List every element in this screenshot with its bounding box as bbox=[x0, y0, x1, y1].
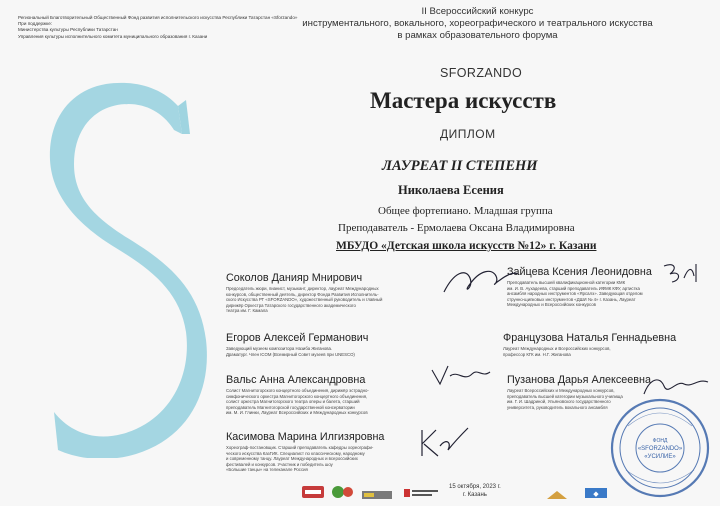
big-s-logo bbox=[40, 78, 210, 458]
juror-name: Касимова Марина Илгизяровна bbox=[226, 431, 385, 443]
partner-logo-1-icon bbox=[302, 484, 324, 505]
organizer-line: Управления культуры исполнительного комитета муниципального образования г. Казани bbox=[18, 33, 208, 39]
signature-zaitseva bbox=[660, 258, 710, 288]
partner-logo-4-icon bbox=[404, 486, 440, 505]
signature-kasimova bbox=[416, 422, 476, 462]
partner-logo-5-icon bbox=[545, 488, 569, 506]
nomination: Общее фортепиано. Младшая группа bbox=[378, 205, 553, 217]
juror-name: Егоров Алексей Германович bbox=[226, 332, 369, 344]
award-degree: ЛАУРЕАТ II СТЕПЕНИ bbox=[382, 158, 538, 174]
juror bbox=[503, 332, 713, 357]
contest-line: в рамках образовательного форума bbox=[397, 30, 558, 41]
juror-desc: Хореограф-постановщик. Старший преподаватель кафедры хореографи- ческого искусства КазГИК. Специалист по классическому, народному и современному танцу. Лауреат Международных и всероссийских фестивалей и конкурсов. Участник и победитель шоу «Большие танцы» на телеканале Россия bbox=[226, 445, 374, 473]
juror-desc: Лауреат Международных и Всероссийских конкурсов, профессор КГК им. Н.Г. Жиганова bbox=[503, 346, 611, 357]
organizer-line: Региональный Благотворительный Общественный Фонд развития исполнительского искусства Республики Татарстан «Sforzando» bbox=[18, 15, 298, 20]
organizer-line: При поддержке: bbox=[18, 21, 53, 27]
svg-text:«УСИЛИЕ»: «УСИЛИЕ» bbox=[644, 454, 676, 460]
school-name: МБУДО «Детская школа искусств №12» г. Казани bbox=[336, 240, 597, 252]
document-type: ДИПЛОМ bbox=[440, 127, 496, 141]
contest-line: II Всероссийский конкурс bbox=[421, 6, 534, 17]
juror bbox=[226, 272, 456, 314]
organization-seal bbox=[608, 396, 712, 500]
signature-vals bbox=[428, 360, 498, 390]
footer-date: 15 октября, 2023 г. г. Казань bbox=[449, 484, 501, 498]
juror-name: Зайцева Ксения Леонидовна bbox=[507, 266, 652, 278]
juror-name: Вальс Анна Александровна bbox=[226, 374, 366, 386]
organizer-line: Министерства культуры Республики Татарстан bbox=[18, 27, 118, 33]
juror-desc: Заведующий музеем композитора Назиба Жиганова. Драматург. Член ICOM (Всемирный Совет музеев при UNESCO) bbox=[226, 346, 355, 357]
partner-logo-2-icon bbox=[330, 484, 354, 505]
juror-desc: Председатель жюри, пианист, музыкант, директор, лауреат Международных конкурсов, общественный деятель, директор Фонда Развития Исполнитель- ского Искусства РТ «SFORZANDO», художественный руководитель и главный дирижёр Оркестра Татарского государственного академического театра им. Г. Камала bbox=[226, 286, 383, 314]
juror-desc: Лауреат Всероссийских и Международных конкурсов, преподаватель высшей категории музыкального училища им. Г. И. Шадриной, Ульяновского государственного университета, руководитель вокального ансамбля bbox=[507, 388, 623, 410]
signature-sokolov bbox=[440, 262, 520, 300]
brand-name: SFORZANDO bbox=[440, 66, 523, 80]
partner-logo-3-icon bbox=[362, 488, 392, 506]
juror-desc: Преподаватель высшей квалификационной категории КМК им. И. В. Аухадеева, старший преподаватель ИФМК КФУ, артистка ансамбля народных инструментов «Ярсалэ». Заведующая отделом струнно-щипковых инструментов «ДШИ № 4» г. Казань, Лауреат Международных и Всероссийских конкурсов bbox=[507, 280, 643, 308]
winner-name: Николаева Есения bbox=[398, 183, 504, 197]
contest-header bbox=[300, 6, 655, 42]
svg-text:«SFORZANDO»: «SFORZANDO» bbox=[637, 446, 683, 452]
teacher: Преподаватель - Ермолаева Оксана Владимировна bbox=[338, 222, 575, 234]
forum-title: Мастера искусств bbox=[370, 88, 557, 113]
juror-desc: Солист Магнитогорского концертного объединения, дирижёр эстрадно- симфонического оркестра Магнитогорского концертного объединения, солист оркестра Магнитогорского театра оперы и балета, старший преподаватель Магнитогорской государственной консерватории им. М. И. Глинки, Лауреат Всероссийских и Международных конкурсов bbox=[226, 388, 369, 416]
juror-name: Соколов Данияр Мнирович bbox=[226, 272, 363, 284]
organizer-header bbox=[18, 15, 348, 40]
svg-text:◆: ◆ bbox=[593, 491, 599, 498]
juror-name: Пузанова Дарья Алексеевна bbox=[507, 374, 651, 386]
juror bbox=[226, 332, 456, 357]
svg-text:ФОНД: ФОНД bbox=[652, 438, 668, 444]
partner-logo-6-icon bbox=[585, 486, 607, 505]
contest-line: инструментального, вокального, хореографического и театрального искусства bbox=[302, 18, 653, 29]
juror-name: Французова Наталья Геннадьевна bbox=[503, 332, 677, 344]
